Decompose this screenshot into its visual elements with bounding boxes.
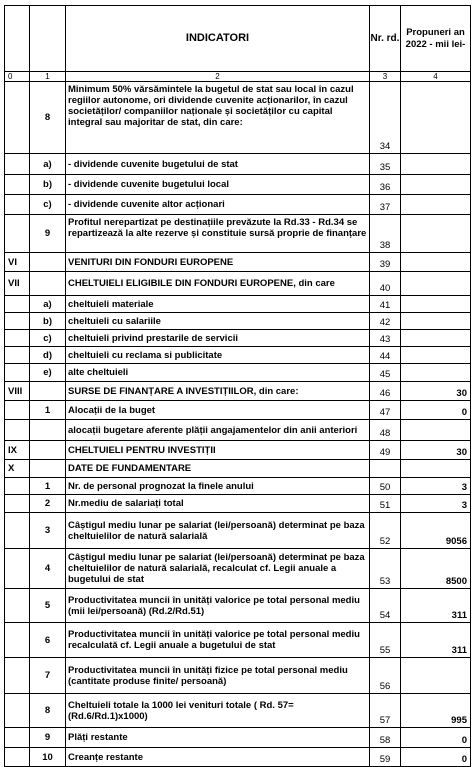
row-indicator-label: alocații bugetare aferente plății angajamentelor din anii anteriori <box>66 420 370 441</box>
row-rd-number: 59 <box>370 748 401 767</box>
row-section-number: X <box>5 460 30 478</box>
table-row <box>5 401 471 420</box>
row-sub-number <box>30 460 66 478</box>
row-proposal-value <box>401 272 471 296</box>
table-row <box>5 478 471 495</box>
row-proposal-value: 9056 <box>401 513 471 549</box>
row-indicator-label: Cheltuieli totale la 1000 lei venituri totale ( Rd. 57= (Rd.6/Rd.1)x1000) <box>66 694 370 728</box>
header-nr-rd: Nr. rd. <box>370 6 401 72</box>
row-proposal-value <box>401 313 471 330</box>
row-indicator-label: SURSE DE FINANȚARE A INVESTIȚIILOR, din care: <box>66 382 370 401</box>
row-sub-number: 1 <box>30 478 66 495</box>
row-section-number <box>5 82 30 154</box>
row-sub-number: d) <box>30 347 66 364</box>
row-proposal-value <box>401 658 471 694</box>
row-indicator-label: Productivitatea muncii în unități fizice pe total personal mediu (cantitate produse finite/ persoană) <box>66 658 370 694</box>
table-row <box>5 175 471 195</box>
row-sub-number: 3 <box>30 513 66 549</box>
row-proposal-value <box>401 296 471 313</box>
row-section-number <box>5 401 30 420</box>
table-row <box>5 748 471 767</box>
table-row <box>5 694 471 728</box>
row-proposal-value: 3 <box>401 478 471 495</box>
row-proposal-value: 30 <box>401 441 471 460</box>
row-proposal-value <box>401 195 471 215</box>
column-number: 0 <box>5 72 30 82</box>
row-proposal-value <box>401 215 471 253</box>
row-sub-number <box>30 272 66 296</box>
row-section-number <box>5 513 30 549</box>
table-row <box>5 441 471 460</box>
table-row <box>5 382 471 401</box>
row-rd-number: 57 <box>370 694 401 728</box>
row-indicator-label: Creanțe restante <box>66 748 370 767</box>
table-row <box>5 296 471 313</box>
row-indicator-label: Alocații de la buget <box>66 401 370 420</box>
row-proposal-value <box>401 347 471 364</box>
row-section-number <box>5 658 30 694</box>
row-indicator-label: alte cheltuieli <box>66 364 370 382</box>
row-section-number: VI <box>5 253 30 272</box>
row-indicator-label: Nr.mediu de salariați total <box>66 495 370 513</box>
row-rd-number: 38 <box>370 215 401 253</box>
row-rd-number: 46 <box>370 382 401 401</box>
row-proposal-value: 311 <box>401 623 471 658</box>
header-propuneri: Propuneri an 2022 - mii lei- <box>401 6 471 72</box>
budget-indicators-table <box>4 5 471 767</box>
row-section-number <box>5 330 30 347</box>
row-sub-number: 9 <box>30 728 66 748</box>
row-proposal-value: 0 <box>401 728 471 748</box>
row-sub-number: c) <box>30 195 66 215</box>
row-section-number <box>5 313 30 330</box>
row-section-number <box>5 364 30 382</box>
row-indicator-label: Plăți restante <box>66 728 370 748</box>
column-number-row <box>5 72 471 82</box>
row-section-number <box>5 623 30 658</box>
row-proposal-value: 3 <box>401 495 471 513</box>
table-row <box>5 728 471 748</box>
row-section-number <box>5 347 30 364</box>
row-section-number <box>5 215 30 253</box>
table-row <box>5 589 471 623</box>
row-rd-number: 37 <box>370 195 401 215</box>
row-sub-number: 10 <box>30 748 66 767</box>
row-rd-number: 49 <box>370 441 401 460</box>
row-sub-number <box>30 441 66 460</box>
row-section-number <box>5 728 30 748</box>
table-row <box>5 330 471 347</box>
row-sub-number: 6 <box>30 623 66 658</box>
row-rd-number: 53 <box>370 549 401 589</box>
column-number: 4 <box>401 72 471 82</box>
row-indicator-label: - dividende cuvenite bugetului local <box>66 175 370 195</box>
row-proposal-value <box>401 175 471 195</box>
row-proposal-value <box>401 420 471 441</box>
row-sub-number: 8 <box>30 82 66 154</box>
table-row <box>5 272 471 296</box>
table-row <box>5 460 471 478</box>
row-proposal-value: 0 <box>401 401 471 420</box>
row-sub-number: b) <box>30 313 66 330</box>
row-rd-number: 36 <box>370 175 401 195</box>
row-rd-number: 47 <box>370 401 401 420</box>
table-row <box>5 364 471 382</box>
row-section-number <box>5 549 30 589</box>
row-section-number <box>5 195 30 215</box>
row-section-number <box>5 495 30 513</box>
row-sub-number: 4 <box>30 549 66 589</box>
header-indicatori: INDICATORI <box>66 6 370 72</box>
table-row <box>5 549 471 589</box>
row-indicator-label: cheltuieli cu reclama si publicitate <box>66 347 370 364</box>
row-proposal-value: 8500 <box>401 549 471 589</box>
header-blank-0 <box>5 6 30 72</box>
row-section-number <box>5 589 30 623</box>
row-rd-number: 50 <box>370 478 401 495</box>
table-row <box>5 195 471 215</box>
row-section-number <box>5 748 30 767</box>
header-blank-1 <box>30 6 66 72</box>
row-indicator-label: CHELTUIELI PENTRU INVESTIȚII <box>66 441 370 460</box>
row-section-number <box>5 175 30 195</box>
row-section-number <box>5 296 30 313</box>
row-sub-number: b) <box>30 175 66 195</box>
row-indicator-label: Productivitatea muncii în unități valorice pe total personal mediu (mii lei/persoană) (Rd.2/Rd.51) <box>66 589 370 623</box>
row-rd-number: 48 <box>370 420 401 441</box>
row-section-number: VIII <box>5 382 30 401</box>
row-rd-number: 42 <box>370 313 401 330</box>
row-indicator-label: cheltuieli privind prestarile de servicii <box>66 330 370 347</box>
row-rd-number: 51 <box>370 495 401 513</box>
row-section-number <box>5 694 30 728</box>
row-proposal-value <box>401 330 471 347</box>
row-rd-number: 44 <box>370 347 401 364</box>
table-row <box>5 253 471 272</box>
row-rd-number: 40 <box>370 272 401 296</box>
row-rd-number: 34 <box>370 82 401 154</box>
row-sub-number: a) <box>30 154 66 175</box>
column-number: 1 <box>30 72 66 82</box>
table-row <box>5 495 471 513</box>
row-indicator-label: Minimum 50% vărsămintele la bugetul de stat sau local în cazul regiilor autonome, ori dividende cuvenite acționarilor, în cazul societăților/ companiilor naționale și societăților cu capital integral sau majoritar de stat, din care: <box>66 82 370 154</box>
row-sub-number <box>30 382 66 401</box>
row-rd-number: 41 <box>370 296 401 313</box>
row-sub-number: 2 <box>30 495 66 513</box>
row-indicator-label: Câștigul mediu lunar pe salariat (lei/persoană) determinat pe baza cheltuielilor de natură salarială <box>66 513 370 549</box>
row-sub-number: 1 <box>30 401 66 420</box>
row-indicator-label: Profitul nerepartizat pe destinațiile prevăzute la Rd.33 - Rd.34 se repartizează la alte rezerve și constituie sursă proprie de finanțare <box>66 215 370 253</box>
table-row <box>5 513 471 549</box>
row-proposal-value: 311 <box>401 589 471 623</box>
row-proposal-value <box>401 82 471 154</box>
row-indicator-label: - dividende cuvenite bugetului de stat <box>66 154 370 175</box>
row-indicator-label: cheltuieli cu salariile <box>66 313 370 330</box>
row-sub-number: c) <box>30 330 66 347</box>
table-row <box>5 215 471 253</box>
table-row <box>5 154 471 175</box>
row-rd-number: 54 <box>370 589 401 623</box>
row-proposal-value: 995 <box>401 694 471 728</box>
row-rd-number: 45 <box>370 364 401 382</box>
row-proposal-value <box>401 253 471 272</box>
row-proposal-value: 0 <box>401 748 471 767</box>
row-indicator-label: Câștigul mediu lunar pe salariat (lei/persoană) determinat pe baza cheltuielilor de natură salarială, recalculat cf. Legii anuale a bugetului de stat <box>66 549 370 589</box>
row-indicator-label: Nr. de personal prognozat la finele anului <box>66 478 370 495</box>
table-row <box>5 658 471 694</box>
row-section-number <box>5 420 30 441</box>
row-section-number <box>5 154 30 175</box>
row-proposal-value <box>401 460 471 478</box>
row-indicator-label: Productivitatea muncii în unități valorice pe total personal mediu recalculată cf. Legii anuale a bugetului de stat <box>66 623 370 658</box>
column-number: 2 <box>66 72 370 82</box>
table-row <box>5 420 471 441</box>
row-rd-number: 58 <box>370 728 401 748</box>
row-rd-number: 35 <box>370 154 401 175</box>
row-rd-number: 39 <box>370 253 401 272</box>
column-number: 3 <box>370 72 401 82</box>
row-indicator-label: cheltuieli materiale <box>66 296 370 313</box>
row-indicator-label: VENITURI DIN FONDURI EUROPENE <box>66 253 370 272</box>
row-proposal-value <box>401 154 471 175</box>
row-sub-number: 8 <box>30 694 66 728</box>
row-sub-number: 9 <box>30 215 66 253</box>
row-indicator-label: DATE DE FUNDAMENTARE <box>66 460 370 478</box>
row-rd-number: 56 <box>370 658 401 694</box>
row-sub-number: 7 <box>30 658 66 694</box>
row-sub-number <box>30 253 66 272</box>
row-rd-number: 43 <box>370 330 401 347</box>
table-row <box>5 347 471 364</box>
table-row <box>5 623 471 658</box>
row-sub-number <box>30 420 66 441</box>
row-proposal-value <box>401 364 471 382</box>
row-indicator-label: - dividende cuvenite altor acționari <box>66 195 370 215</box>
table-row <box>5 313 471 330</box>
row-rd-number: 52 <box>370 513 401 549</box>
row-sub-number: a) <box>30 296 66 313</box>
row-sub-number: e) <box>30 364 66 382</box>
table-row <box>5 82 471 154</box>
row-section-number: IX <box>5 441 30 460</box>
row-sub-number: 5 <box>30 589 66 623</box>
row-proposal-value: 30 <box>401 382 471 401</box>
row-rd-number <box>370 460 401 478</box>
row-rd-number: 55 <box>370 623 401 658</box>
row-section-number <box>5 478 30 495</box>
row-indicator-label: CHELTUIELI ELIGIBILE DIN FONDURI EUROPENE, din care <box>66 272 370 296</box>
header-row <box>5 6 471 72</box>
row-section-number: VII <box>5 272 30 296</box>
